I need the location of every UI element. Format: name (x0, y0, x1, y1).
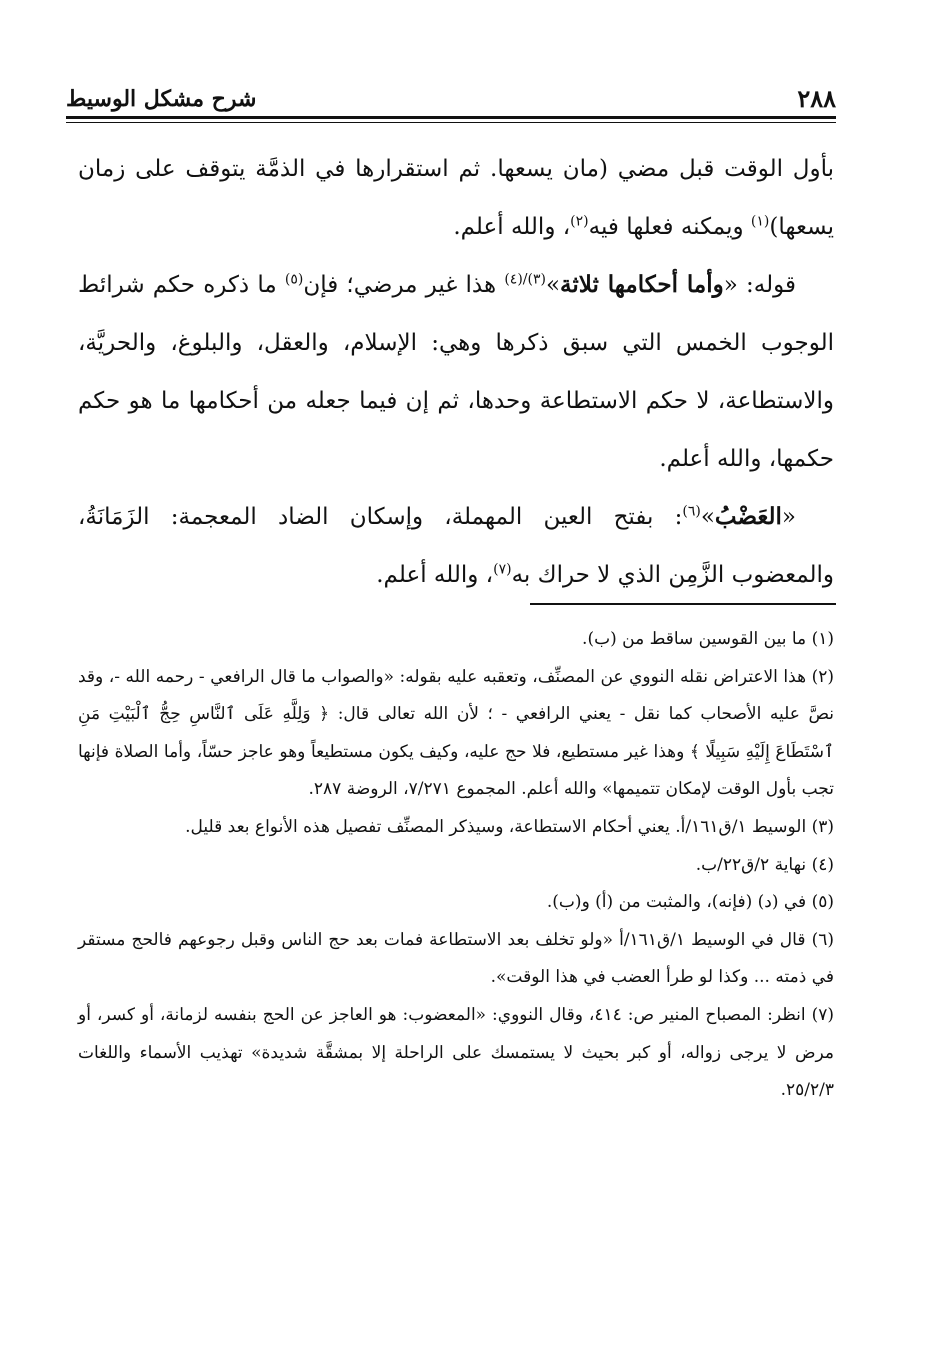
text-segment: « (781, 504, 796, 530)
footnote-number: (٥) (811, 892, 834, 913)
text-segment: ، والله أعلم. (376, 562, 494, 588)
footnote-ref: (٥) (284, 271, 304, 288)
text-segment: بأول الوقت قبل مضي (مان يسعها. ثم استقرارها في الذمَّة يتوقف على زمان يسعها) (78, 156, 834, 240)
header-rule-thick (66, 116, 836, 119)
footnote (78, 659, 834, 809)
footnote-ref: (١) (750, 213, 770, 230)
footnote (78, 884, 834, 922)
paragraph (78, 140, 834, 256)
text-segment: » (545, 272, 561, 298)
footnote-ref: (٦) (682, 503, 701, 520)
text-segment: هذا غير مرضي؛ فإن (303, 272, 505, 298)
footnote (78, 621, 834, 659)
footnote-text: هذا الاعتراض نقله النووي عن المصنِّف، وتعقبه عليه بقوله: «والصواب ما قال الرافعي - رحمه الله -، وقد نصَّ عليه الأصحاب كما نقل - يعني الرافعي - ؛ لأن الله تعالى قال: ﴿ وَلِلَّهِ عَلَى ٱلنَّاسِ حِجُّ ٱلْبَيْتِ مَنِ ٱسْتَطَاعَ إِلَيْهِ سَبِيلًا ﴾ وهذا غير مستطيع، فلا حج عليه، وكيف يكون مستطيعاً وهو عاجز حسّاً، وأما الصلاة فإنها تجب بأول الوقت لإمكان تتميمها» والله أعلم. المجموع ٧/٢٧١، الروضة ٢٨٧. (78, 666, 834, 800)
footnote-text: نهاية ٢/ق٢٢/ب. (695, 854, 807, 875)
footnote-ref: (٣)/(٤) (504, 271, 546, 288)
footnote-text: في (د) (فإنه)، والمثبت من (أ) و(ب). (546, 892, 807, 913)
page-header (66, 84, 836, 114)
main-text (78, 140, 834, 604)
footnote (78, 922, 834, 997)
footnote-text: الوسيط ١/ق١٦١/أ. يعني أحكام الاستطاعة، وسيذكر المصنِّف تفصيل هذه الأنواع بعد قليل. (185, 816, 807, 837)
footnote-text: انظر: المصباح المنير ص: ٤١٤، وقال النووي: «المعضوب: هو العاجز عن الحج بنفسه لزمانة، أو كسر، أو مرض لا يرجى زواله، أو كبر بحيث لا يستمسك على الراحلة إلا بمشقَّة شديدة» تهذيب الأسماء واللغات ٢٥/٢/٣. (78, 1004, 834, 1101)
quoted-term: العَضْبُ (714, 503, 782, 530)
quoted-term: وأما أحكامها ثلاثة (560, 271, 724, 298)
footnote-number: (٢) (811, 666, 834, 687)
footnote (78, 997, 834, 1110)
footnote (78, 809, 834, 847)
text-segment: ويمكنه فعلها فيه (588, 214, 751, 240)
footnote (78, 847, 834, 885)
text-segment: قوله: « (723, 272, 796, 298)
footnote-number: (٤) (811, 854, 834, 875)
footnote-number: (٧) (811, 1004, 835, 1025)
text-segment: ما ذكره حكم شرائط الوجوب الخمس التي سبق ذكرها وهي: الإسلام، والعقل، والبلوغ، والحريَّة، والاستطاعة، لا حكم الاستطاعة وحدها، ثم إن فيما جعله من أحكامها ما هو حكم حكمها، والله أعلم. (78, 272, 834, 472)
footnote-ref: (٧) (493, 561, 512, 578)
text-segment: ، والله أعلم. (453, 214, 571, 240)
footnotes (78, 621, 834, 1110)
paragraph (78, 256, 834, 488)
footnote-number: (٣) (811, 816, 834, 837)
header-rule-thin (66, 122, 836, 123)
footnote-ref: (٢) (570, 213, 589, 230)
paragraph (78, 488, 834, 604)
text-segment: : بفتح العين المهملة، وإسكان الضاد المعجمة: الزَمَانَةُ، والمعضوب الزَّمِن الذي لا حراك به (78, 504, 834, 588)
footnote-number: (٦) (811, 929, 834, 950)
footnote-text: ما بين القوسين ساقط من (ب). (582, 629, 807, 649)
running-title: شرح مشكل الوسيط (66, 86, 257, 112)
footnote-text: قال في الوسيط ١/ق١٦١/أ «ولو تخلف بعد الاستطاعة فمات بعد حج الناس وقبل رجوعهم فالحج مستقر في ذمته ... وكذا لو طرأ العضب في هذا الوقت». (78, 929, 834, 988)
page-number: ٢٨٨ (797, 84, 836, 113)
text-segment: » (700, 504, 715, 530)
footnote-separator (530, 603, 836, 605)
footnote-number: (١) (811, 629, 834, 649)
